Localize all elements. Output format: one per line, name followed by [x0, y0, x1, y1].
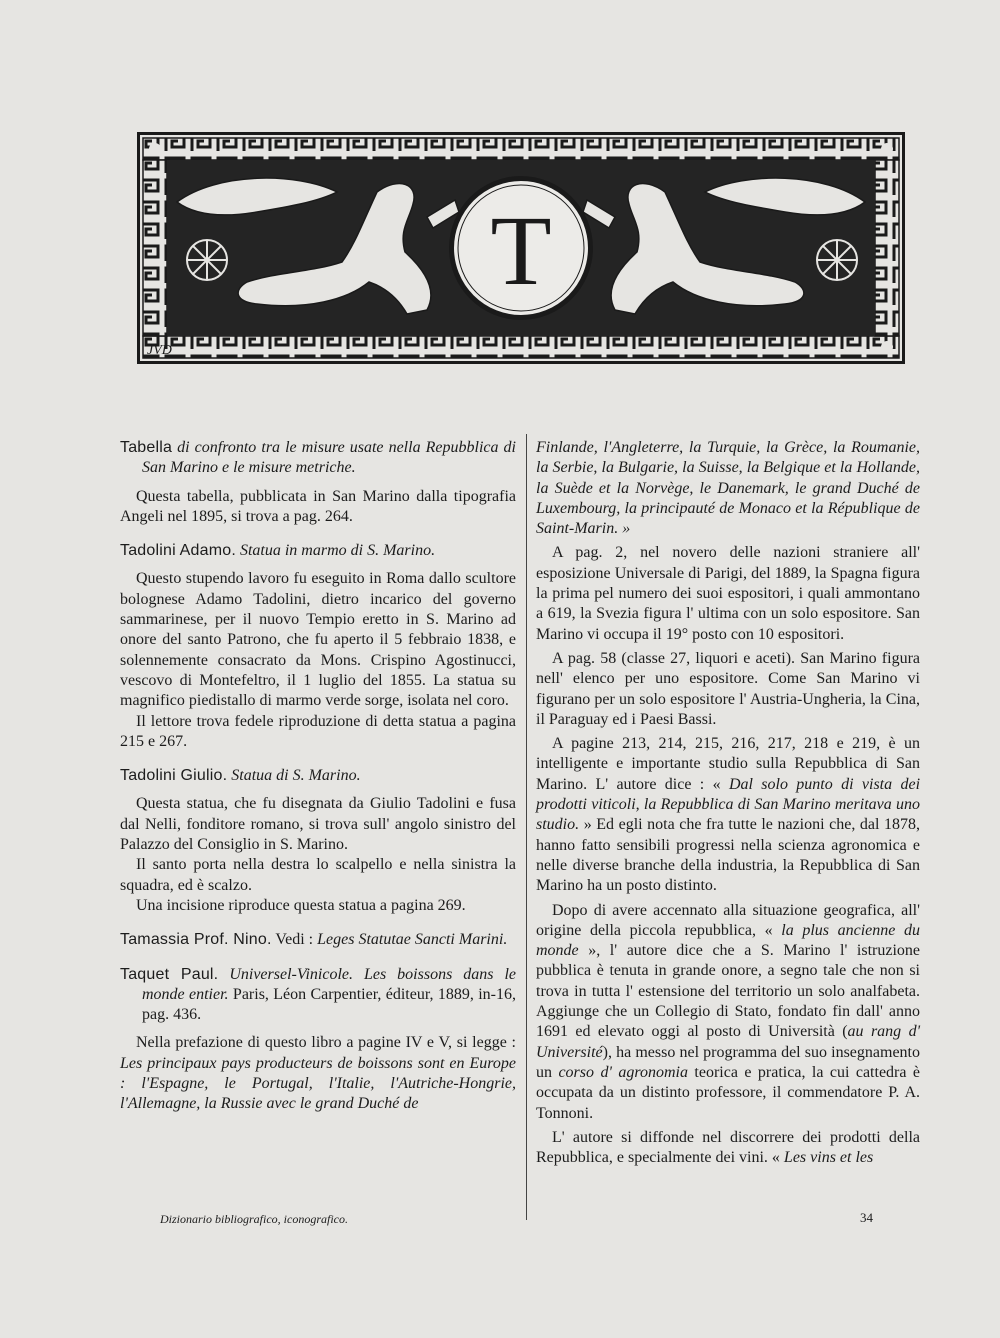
- quoted-text: corso d' agronomia: [558, 1063, 688, 1081]
- page-folio: 34: [860, 1210, 873, 1225]
- quoted-text: la plus ancienne du monde: [536, 921, 920, 960]
- paragraph-text: » Ed egli nota che fra tutte le nazioni che, dal 1878, hanno fatto sensibili progressi nella scienza agronomica e nelle diverse branche della industria, la Repubblica di San Marino ha un posto distinto.: [536, 816, 921, 895]
- quoted-text: au rang d' Université: [536, 1023, 920, 1061]
- quoted-text: Dal solo punto di vista dei prodotti viticoli, la Repubblica di San Marino meritava uno studio.: [536, 775, 921, 834]
- entry-paragraph: Il lettore trova fedele riproduzione di detta statua a pagina 215 e 267.: [120, 712, 516, 750]
- entry-paragraph: Una incisione riproduce questa statua a pagina 269.: [136, 896, 466, 914]
- entry-tamassia: [120, 930, 516, 950]
- entry-title: Statua di S. Marino.: [231, 767, 361, 785]
- continued-quote: Finlande, l'Angleterre, la Turquie, la Grèce, la Roumanie, la Serbie, la Bulgarie, la Suisse, la Belgique et la Hollande, la Suède et la Norvège, le Danemark, le grand Duché de Luxembourg, la principauté de Monaco et la République de Saint-Marin. »: [536, 439, 920, 538]
- paragraph-text: », l' autore dice che a S. Marino l' istruzione pubblica è tenuta in grande onore, a segno tale che non si trova in tutta l' estensione del territorio un solo analfabeta. Aggiunge che un Collegio di Stato, fondato fin dall' anno 1691 ed elevato oggi al posto di Università (: [536, 942, 921, 1041]
- paragraph: [536, 734, 920, 896]
- cross-reference: Vedi :: [275, 931, 314, 949]
- paragraph-text: Dopo di avere accennato alla situazione geografica, all' origine della piccola repubblica, «: [536, 901, 920, 939]
- paragraph: A pag. 2, nel novero delle nazioni straniere all' esposizione Universale di Parigi, del 1889, la Spagna figura la prima pel numero dei suoi espositori, i quali ammontano a 619, la Svezia figura l' ultima con un solo espositore. San Marino vi occupa il 19° posto con 10 espositori.: [536, 544, 920, 643]
- entry-tadolini-giulio: [120, 766, 516, 916]
- paragraph-text: L' autore si diffonde nel discorrere dei prodotti della Repubblica, e specialmente dei vini. «: [536, 1128, 920, 1167]
- decorative-header-banner: [137, 132, 905, 364]
- entry-heading: Tamassia Prof. Nino.: [120, 931, 272, 949]
- entry-heading: Tabella: [120, 439, 173, 456]
- paragraph-text: Nella prefazione di questo libro a pagine IV e V, si legge :: [136, 1034, 516, 1052]
- paragraph: A pag. 58 (classe 27, liquori e aceti). San Marino figura nell' elenco per uno espositore. Come San Marino vi figurano per un solo espositore l' Austria-Ungheria, la Cina, il Paraguay ed i Paesi Bassi.: [536, 649, 920, 728]
- entry-paragraph: Questa tabella, pubblicata in San Marino dalla tipografia Angeli nel 1895, si trova a pag. 264.: [120, 487, 516, 525]
- entry-publication: Paris, Léon Carpentier, éditeur, 1889, in-16, pag. 436.: [142, 985, 517, 1024]
- entry-title: Leges Statutae Sancti Marini.: [317, 931, 508, 949]
- paragraph-text: A pagine 213, 214, 215, 216, 217, 218 e 219, è un intelligente e importante studio sulla Repubblica di San Marino. L' autore dice : «: [536, 735, 920, 793]
- entry-title: Statua in marmo di S. Marino.: [239, 542, 436, 560]
- entry-heading: Tadolini Adamo.: [120, 542, 236, 560]
- entry-title: di confronto tra le misure usate nella Repubblica di San Marino e le misure metriche.: [142, 439, 516, 477]
- entry-paragraph: Questa statua, che fu disegnata da Giulio Tadolini e fusa dal Nelli, fonditore romano, si trova sull' angolo sinistro del Palazzo del Consiglio in S. Marino.: [120, 795, 516, 854]
- entry-heading: Taquet Paul.: [120, 965, 219, 983]
- paragraph: [536, 901, 920, 1124]
- left-column: [120, 438, 516, 1129]
- quoted-text: Les vins et les: [783, 1149, 874, 1167]
- entry-tabella: [120, 438, 516, 527]
- paragraph-text: ), ha messo nel programma del suo insegnamento un: [536, 1043, 920, 1081]
- drop-cap-initial: T: [490, 195, 552, 306]
- entry-paragraph: Il santo porta nella destra lo scalpello e nella sinistra la squadra, ed è scalzo.: [120, 856, 516, 894]
- paragraph: [536, 1128, 920, 1169]
- entry-title: Universel-Vinicole. Les boissons dans le monde entier.: [142, 965, 517, 1003]
- entry-taquet: [120, 965, 516, 1115]
- quoted-text: Les principaux pays producteurs de boissons sont en Europe : l'Espagne, le Portugal, l'Italie, l'Autriche-Hongrie, l'Allemagne, la Russie avec le grand Duché de: [120, 1054, 516, 1113]
- footer-signature: Dizionario bibliografico, iconografico.: [160, 1212, 348, 1226]
- entry-heading: Tadolini Giulio.: [120, 767, 228, 785]
- entry-tadolini-adamo: [120, 541, 516, 752]
- left-rosette: [187, 240, 227, 280]
- column-divider: [526, 434, 527, 1220]
- paragraph-text: teorica e pratica, la cui cattedra è occupata da un distinto professore, il commendatore P. A. Tonnoni.: [536, 1063, 921, 1122]
- entry-paragraph: Questo stupendo lavoro fu eseguito in Roma dallo scultore bolognese Adamo Tadolini, dietro incarico del governo sammarinese, per il nuovo Tempio eretto in S. Marino ad onore del santo Patrono, che fu aperto il 5 febbraio 1838, e solennemente consacrato da Mons. Crispino Agostinucci, vescovo di Montefeltro, il 1 luglio del 1855. La statua su magnifico piedistallo di marmo verde sorge, isolata nel coro.: [120, 570, 516, 710]
- right-column: [536, 438, 920, 1172]
- right-rosette: [817, 240, 857, 280]
- entry-paragraph: [120, 1033, 516, 1114]
- monogram: JVD: [147, 343, 172, 358]
